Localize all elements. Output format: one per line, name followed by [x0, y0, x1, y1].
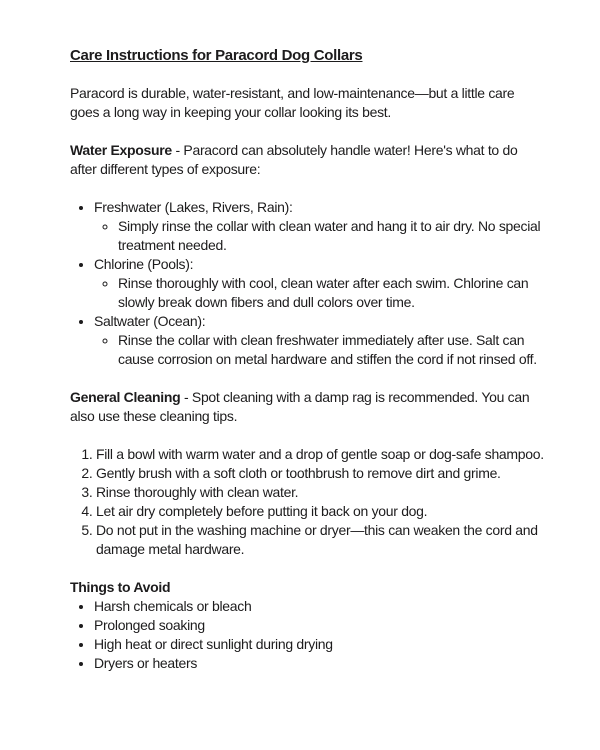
water-exposure-text: - Paracord can absolutely handle water! Here's what to do after different types of exposure:: [70, 142, 518, 177]
list-item-label: Freshwater (Lakes, Rivers, Rain):: [94, 199, 293, 215]
list-item-detail: [118, 217, 546, 255]
step-item: [96, 521, 546, 559]
things-to-avoid-heading: Things to Avoid: [70, 579, 171, 595]
step-text: Fill a bowl with warm water and a drop of gentle soap or dog-safe shampoo.: [96, 446, 544, 462]
saltwater-sub-list: [94, 331, 546, 369]
avoid-item-text: Prolonged soaking: [94, 617, 205, 633]
freshwater-sub-list: [94, 217, 546, 255]
things-to-avoid-list: [70, 597, 546, 673]
avoid-item-text: High heat or direct sunlight during drying: [94, 636, 333, 652]
avoid-item: [94, 597, 546, 616]
general-cleaning-text: - Spot cleaning with a damp rag is recommended. You can also use these cleaning tips.: [70, 389, 530, 424]
list-item-chlorine: [94, 255, 546, 312]
water-exposure-list: [70, 198, 546, 369]
list-item-detail-text: Rinse the collar with clean freshwater immediately after use. Salt can cause corrosion on metal hardware and stiffen the cord if not rinsed off.: [118, 332, 537, 367]
avoid-item-text: Harsh chemicals or bleach: [94, 598, 252, 614]
water-exposure-heading: Water Exposure: [70, 142, 172, 158]
list-item-label: Saltwater (Ocean):: [94, 313, 206, 329]
list-item-detail: [118, 274, 546, 312]
general-cleaning-heading: General Cleaning: [70, 389, 181, 405]
list-item-detail-text: Rinse thoroughly with cool, clean water after each swim. Chlorine can slowly break down fibers and dull colors over time.: [118, 275, 529, 310]
list-item-detail: [118, 331, 546, 369]
avoid-item: [94, 654, 546, 673]
cleaning-steps-list: [70, 445, 546, 559]
step-text: Gently brush with a soft cloth or toothbrush to remove dirt and grime.: [96, 465, 501, 481]
avoid-item: [94, 616, 546, 635]
avoid-item-text: Dryers or heaters: [94, 655, 198, 671]
general-cleaning-paragraph: [70, 388, 546, 426]
list-item-label: Chlorine (Pools):: [94, 256, 194, 272]
list-item-detail-text: Simply rinse the collar with clean water and hang it to air dry. No special treatment needed.: [118, 218, 541, 253]
list-item-saltwater: [94, 312, 546, 369]
document-title: Care Instructions for Paracord Dog Collars: [70, 47, 363, 64]
step-item: [96, 445, 546, 464]
step-item: [96, 483, 546, 502]
avoid-item: [94, 635, 546, 654]
chlorine-sub-list: [94, 274, 546, 312]
step-item: [96, 464, 546, 483]
water-exposure-paragraph: [70, 141, 546, 179]
step-text: Rinse thoroughly with clean water.: [96, 484, 299, 500]
list-item-freshwater: [94, 198, 546, 255]
step-item: [96, 502, 546, 521]
step-text: Do not put in the washing machine or dryer—this can weaken the cord and damage metal hardware.: [96, 522, 538, 557]
step-text: Let air dry completely before putting it back on your dog.: [96, 503, 428, 519]
intro-paragraph: Paracord is durable, water-resistant, and low-maintenance—but a little care goes a long way in keeping your collar looking its best.: [70, 85, 515, 120]
